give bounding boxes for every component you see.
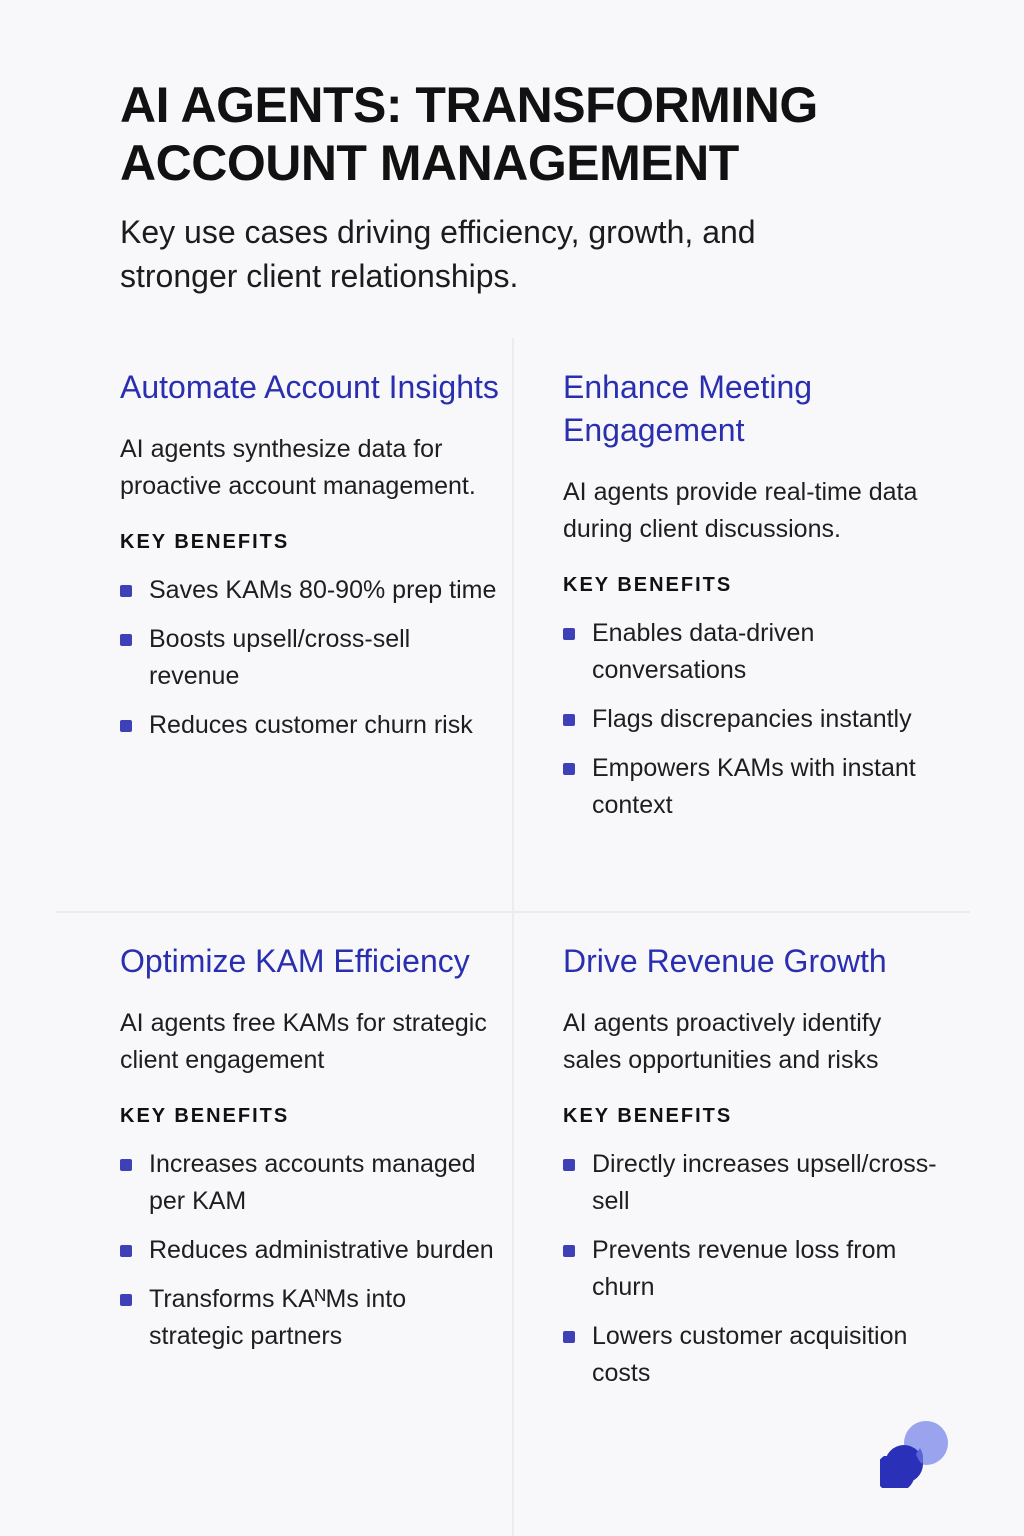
page-title-line-2: ACCOUNT MANAGEMENT — [120, 135, 739, 191]
square-bullet-icon — [120, 720, 132, 732]
benefit-text: Increases accounts managed per KAM — [149, 1150, 476, 1215]
benefit-text: Lowers customer acquisition costs — [592, 1322, 908, 1387]
card-drive-revenue-growth — [563, 940, 943, 1404]
benefit-text: Reduces customer churn risk — [149, 711, 473, 739]
square-bullet-icon — [120, 585, 132, 597]
benefit-item — [120, 621, 500, 695]
benefit-text: Prevents revenue loss from churn — [592, 1236, 897, 1301]
benefit-item — [563, 1232, 943, 1306]
card-optimize-kam-efficiency — [120, 940, 500, 1367]
square-bullet-icon — [120, 634, 132, 646]
benefits-list — [120, 572, 500, 744]
benefits-list — [563, 615, 943, 824]
page-title — [120, 76, 940, 192]
square-bullet-icon — [563, 1331, 575, 1343]
key-benefits-label: KEY BENEFITS — [563, 1105, 733, 1127]
benefit-text: Enables data-driven conversations — [592, 619, 815, 684]
square-bullet-icon — [563, 628, 575, 640]
benefit-item — [120, 707, 500, 744]
page-subtitle: Key use cases driving efficiency, growth, and stronger client relationships. — [120, 214, 756, 294]
card-title: Optimize KAM Efficiency — [120, 943, 470, 979]
card-enhance-meeting-engagement — [563, 366, 943, 836]
benefit-item — [563, 1146, 943, 1220]
grid-vertical-divider — [512, 338, 514, 1536]
benefit-item — [120, 572, 500, 609]
benefit-item — [563, 1318, 943, 1392]
benefit-text: Directly increases upsell/cross-sell — [592, 1150, 937, 1215]
benefit-item — [563, 615, 943, 689]
card-title: Automate Account Insights — [120, 369, 499, 405]
square-bullet-icon — [120, 1245, 132, 1257]
square-bullet-icon — [120, 1159, 132, 1171]
card-description: AI agents provide real-time data during client discussions. — [563, 478, 918, 543]
benefit-text: Transforms KAᴺMs into strategic partners — [149, 1285, 407, 1350]
benefit-text: Reduces administrative burden — [149, 1236, 494, 1264]
benefit-text: Boosts upsell/cross-sell revenue — [149, 625, 411, 690]
key-benefits-label: KEY BENEFITS — [563, 574, 733, 596]
square-bullet-icon — [563, 1159, 575, 1171]
card-description: AI agents proactively identify sales opportunities and risks — [563, 1009, 882, 1074]
page-header — [120, 76, 940, 298]
benefit-item — [120, 1281, 500, 1355]
card-automate-account-insights — [120, 366, 500, 756]
key-benefits-label: KEY BENEFITS — [120, 1105, 290, 1127]
benefit-text: Flags discrepancies instantly — [592, 705, 912, 733]
card-title: Drive Revenue Growth — [563, 943, 887, 979]
key-benefits-label: KEY BENEFITS — [120, 531, 290, 553]
benefit-item — [120, 1232, 500, 1269]
benefit-text: Empowers KAMs with instant context — [592, 754, 916, 819]
grid-horizontal-divider — [56, 911, 970, 913]
benefits-list — [563, 1146, 943, 1392]
overlapping-circles-logo-icon — [880, 1418, 952, 1488]
square-bullet-icon — [563, 763, 575, 775]
card-description: AI agents synthesize data for proactive account management. — [120, 435, 476, 500]
page-title-line-1: AI AGENTS: TRANSFORMING — [120, 77, 818, 133]
use-case-grid — [56, 338, 970, 1536]
benefit-item — [563, 701, 943, 738]
benefit-item — [120, 1146, 500, 1220]
square-bullet-icon — [120, 1294, 132, 1306]
benefit-item — [563, 750, 943, 824]
square-bullet-icon — [563, 714, 575, 726]
benefit-text: Saves KAMs 80-90% prep time — [149, 576, 497, 604]
benefits-list — [120, 1146, 500, 1355]
card-title: Enhance Meeting Engagement — [563, 369, 813, 448]
square-bullet-icon — [563, 1245, 575, 1257]
card-description: AI agents free KAMs for strategic client engagement — [120, 1009, 487, 1074]
